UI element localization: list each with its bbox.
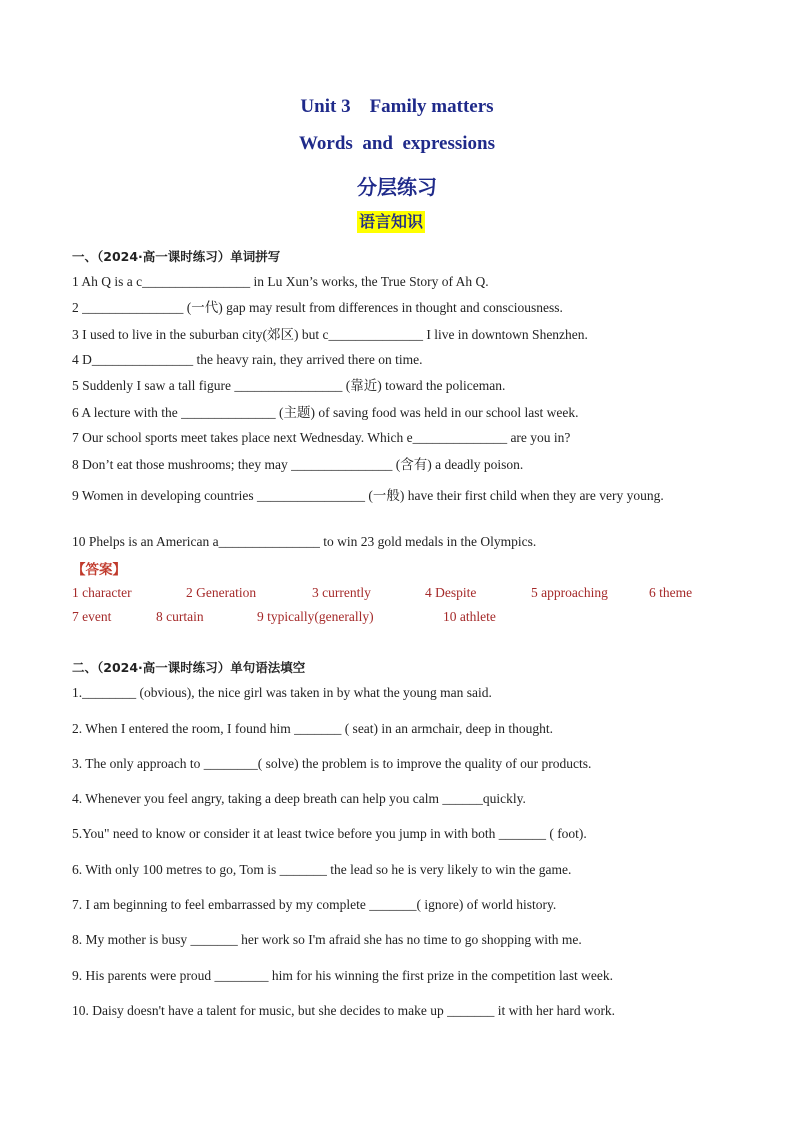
grammar-item: 8. My mother is busy _______ her work so I'm afraid she has no time to go shopping with me. [72, 932, 582, 947]
answer-label: 【答案】 [72, 562, 126, 578]
section-1-heading: 一、（2024·高一课时练习）单词拼写 [72, 249, 281, 264]
question-item: 4 D_______________ the heavy rain, they arrived there on time. [72, 352, 423, 367]
question-item: 9 Women in developing countries ________________ (一般) have their first child when they are very young. [72, 488, 664, 503]
question-item: 3 I used to live in the suburban city(郊区) but c______________ I live in downtown Shenzhen. [72, 327, 588, 342]
grammar-item: 2. When I entered the room, I found him _______ ( seat) in an armchair, deep in thought. [72, 721, 553, 736]
subtitle: Words and expressions [298, 133, 496, 154]
grammar-item: 10. Daisy doesn't have a talent for music, but she decides to make up _______ it with her hard work. [72, 1003, 616, 1018]
answer-item: 8 curtain [156, 609, 204, 624]
question-item: 2 _______________ (一代) gap may result from differences in thought and consciousness. [72, 300, 563, 315]
question-item: 7 Our school sports meet takes place next Wednesday. Which e______________ are you in? [72, 430, 571, 445]
grammar-item: 5.You" need to know or consider it at least twice before you jump in with both _______ ( foot). [72, 826, 587, 841]
answer-item: 10 athlete [443, 609, 496, 624]
answer-item: 4 Despite [425, 585, 477, 600]
question-item: 6 A lecture with the ______________ (主题) of saving food was held in our school last week. [72, 405, 579, 420]
question-item: 1 Ah Q is a c________________ in Lu Xun’s works, the True Story of Ah Q. [72, 274, 489, 289]
question-item: 10 Phelps is an American a_______________ to win 23 gold medals in the Olympics. [72, 534, 537, 549]
grammar-item: 6. With only 100 metres to go, Tom is _______ the lead so he is very likely to win the game. [72, 862, 572, 877]
answer-item: 5 approaching [531, 585, 608, 600]
question-item: 5 Suddenly I saw a tall figure ________________ (靠近) toward the policeman. [72, 378, 506, 393]
grammar-item: 1.________ (obvious), the nice girl was taken in by what the young man said. [72, 685, 492, 700]
language-knowledge-badge: 语言知识 [359, 212, 424, 231]
question-item: 8 Don’t eat those mushrooms; they may _______________ (含有) a deadly poison. [72, 457, 524, 472]
answer-item: 2 Generation [186, 585, 257, 600]
grammar-item: 9. His parents were proud ________ him for his winning the first prize in the competition last week. [72, 968, 614, 983]
answer-item: 6 theme [649, 585, 693, 600]
practice-title: 分层练习 [357, 175, 437, 199]
answer-item: 3 currently [312, 585, 371, 600]
section-2-heading: 二、（2024·高一课时练习）单句语法填空 [72, 660, 306, 675]
grammar-item: 7. I am beginning to feel embarrassed by my complete _______( ignore) of world history. [72, 897, 557, 912]
answer-item: 7 event [72, 609, 112, 624]
answer-item: 9 typically(generally) [257, 609, 374, 624]
unit-title: Unit 3 Family matters [300, 96, 494, 117]
grammar-item: 3. The only approach to ________( solve) the problem is to improve the quality of our products. [72, 756, 592, 771]
answer-item: 1 character [72, 585, 132, 600]
grammar-item: 4. Whenever you feel angry, taking a deep breath can help you calm ______quickly. [72, 791, 526, 806]
